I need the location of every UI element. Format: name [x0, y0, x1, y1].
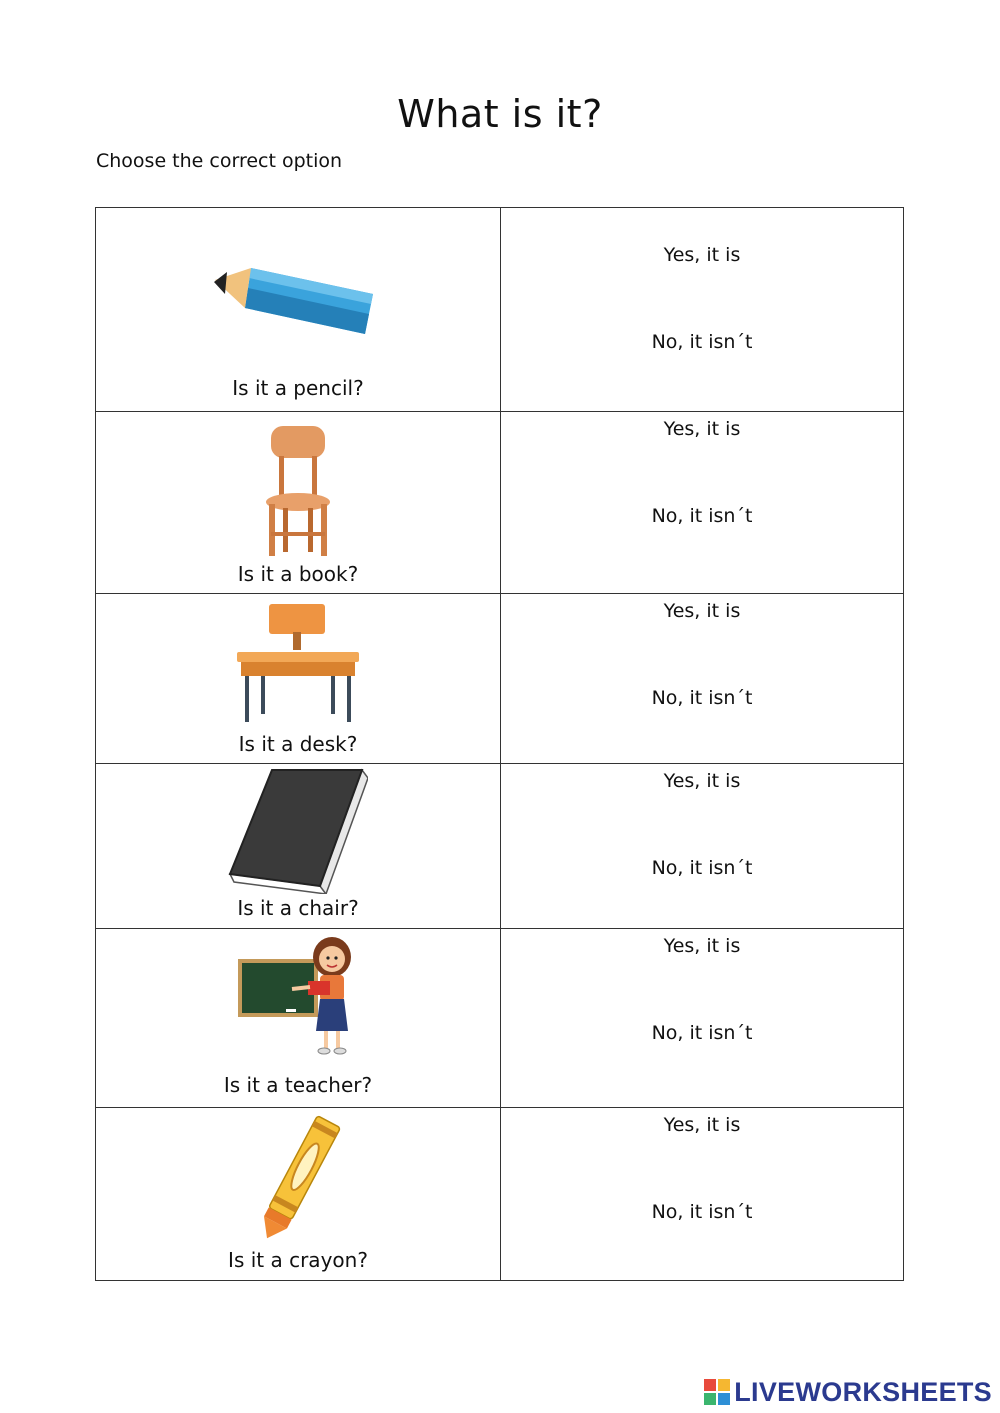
- desk-icon: [235, 602, 361, 726]
- table-row: [96, 594, 904, 764]
- question-text: Is it a crayon?: [228, 1248, 368, 1272]
- question-cell: [96, 929, 501, 1108]
- option-yes[interactable]: Yes, it is: [663, 244, 741, 266]
- table-row: [96, 1108, 904, 1281]
- page-title: What is it?: [397, 92, 603, 136]
- pencil-icon: [213, 266, 383, 346]
- question-text: Is it a pencil?: [232, 376, 364, 400]
- worksheet-table: [95, 207, 904, 1281]
- brand-logo: [704, 1377, 992, 1407]
- option-yes[interactable]: Yes, it is: [663, 770, 741, 792]
- answer-cell: [501, 929, 904, 1108]
- answer-cell: [501, 1108, 904, 1281]
- brand-text: LIVEWORKSHEETS: [734, 1376, 992, 1407]
- question-cell: [96, 412, 501, 594]
- option-yes[interactable]: Yes, it is: [663, 935, 741, 957]
- question-cell: [96, 764, 501, 929]
- question-text: Is it a desk?: [238, 732, 358, 756]
- option-yes[interactable]: Yes, it is: [663, 418, 741, 440]
- option-no[interactable]: No, it isn´t: [651, 331, 753, 353]
- liveworksheets-logo-icon: [704, 1379, 730, 1405]
- crayon-icon: [253, 1112, 343, 1248]
- option-yes[interactable]: Yes, it is: [663, 600, 741, 622]
- option-no[interactable]: No, it isn´t: [651, 1201, 753, 1223]
- answer-cell: [501, 764, 904, 929]
- chair-icon: [263, 424, 333, 558]
- answer-cell: [501, 594, 904, 764]
- book-icon: [228, 768, 368, 894]
- table-row: [96, 208, 904, 412]
- table-row: [96, 412, 904, 594]
- answer-cell: [501, 208, 904, 412]
- question-cell: [96, 594, 501, 764]
- question-cell: [96, 1108, 501, 1281]
- option-no[interactable]: No, it isn´t: [651, 1022, 753, 1044]
- question-text: Is it a teacher?: [223, 1073, 373, 1097]
- option-no[interactable]: No, it isn´t: [651, 857, 753, 879]
- answer-cell: [501, 412, 904, 594]
- option-no[interactable]: No, it isn´t: [651, 505, 753, 527]
- teacher-icon: [236, 937, 360, 1057]
- option-no[interactable]: No, it isn´t: [651, 687, 753, 709]
- table-row: [96, 929, 904, 1108]
- option-yes[interactable]: Yes, it is: [663, 1114, 741, 1136]
- question-text: Is it a book?: [237, 562, 359, 586]
- instruction-text: Choose the correct option: [96, 150, 343, 172]
- question-cell: [96, 208, 501, 412]
- question-text: Is it a chair?: [237, 896, 359, 920]
- table-row: [96, 764, 904, 929]
